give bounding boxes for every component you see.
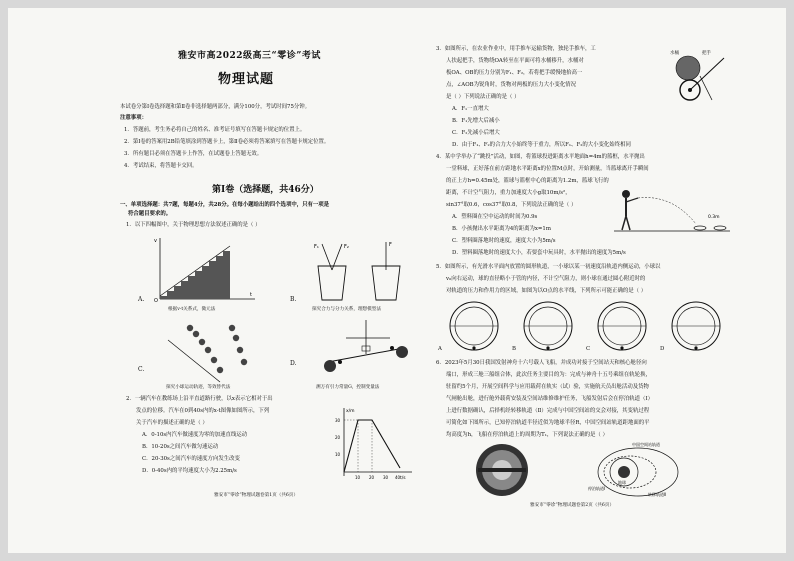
q6-line-1: 6．2023年5月30日我国发射神舟十六号载人飞船，并成功对接于空间站天和核心舱径向: [436, 360, 647, 366]
q3-option-a: A．F₁一直增大: [452, 106, 489, 112]
q6-parking-orbit-label: 停泊轨道Ⅰ: [588, 486, 606, 491]
q2-line-3: 关于汽车的描述正确的是（ ）: [136, 420, 208, 426]
q1-figure-b: [300, 240, 415, 304]
q4-line-1: 4．某中学举办了“跳投”活动，如图，将篮球投进距离水平地面h=4m的篮框，水平抛出: [436, 154, 645, 160]
q4-line-5: sin37°取0.6，cos37°取0.8，下列说法正确的是（ ）: [446, 202, 577, 208]
q4-distance-label: 0.3m: [708, 215, 720, 220]
subject-title: 物理试题: [218, 72, 275, 87]
q2-ylabel: x/m: [346, 409, 355, 414]
q2-option-c: C．20-30s之间汽车的速度方向发生改变: [142, 456, 240, 462]
notice-3: 3．所有题目必须在答题卡上作答，在试题卷上答题无效。: [124, 151, 263, 157]
svg-text:O: O: [154, 298, 158, 304]
q3-bucket-label: 水桶: [670, 51, 679, 56]
q4-option-d: D．塑料圈落地时的速度大小，若要套中玩具时，水平抛出的速度为5m/s: [452, 250, 626, 256]
svg-text:v: v: [154, 238, 157, 244]
q2-option-b: B．10-20s之间汽车做匀速运动: [142, 444, 219, 450]
q3-option-c: C．F₂先减小后增大: [452, 130, 500, 136]
notice-heading: 注意事项：: [120, 115, 147, 121]
q3-option-b: B．F₁先增大后减小: [452, 118, 500, 124]
q5-line-2: v₀向右运动，球的直径略小于管的内径，不计空气阻力，则小球在通过圆心附近时的: [446, 276, 646, 282]
q5-label-a: A: [438, 346, 442, 352]
q4-option-c: C．塑料圈落地时的速度，速度大小为5m/s: [452, 238, 556, 244]
q4-option-b: B．小孩抛出水平距离为4的距离为x=1m: [452, 226, 551, 232]
q3-option-d: D．由于F₁、F₂的合力大小始终等于重力，所以F₁、F₂的大小变化始终相同: [452, 142, 631, 148]
svg-text:F₂: F₂: [344, 244, 349, 250]
exam-title: 雅安市高2022级高三“零诊”考试: [178, 51, 321, 61]
q1-figure-a: [150, 234, 260, 304]
q5-label-b: B: [512, 346, 516, 352]
q5-label-d: D: [660, 346, 665, 352]
q1-caption-a: 根据v-t关系式，微元法: [168, 307, 216, 312]
q1-label-b: B.: [290, 296, 297, 303]
q3-handle-label: 把手: [702, 51, 711, 56]
q1-caption-b: 探究合力与分力关系，理想模型法: [312, 307, 381, 312]
svg-text:F: F: [389, 242, 392, 248]
q2-option-a: A．0-10s内汽车做速度为零的加速直线运动: [142, 432, 248, 438]
q1-label-d: D.: [290, 360, 297, 367]
q5-label-c: C: [586, 346, 591, 352]
q6-earth-label: 地球: [618, 480, 626, 485]
q4-line-4: 距离，不计空气阻力，重力加速度大小g取10m/s²，: [446, 190, 571, 196]
q1-label-c: C.: [138, 366, 145, 373]
q5-line-3: 对轨道的压力和作用力的区域，如图为以O点的水平线，下列所示可能正确的是（ ）: [446, 288, 647, 294]
q6-line-6: 可简化如下图所示，已知停泊轨道半径近似为地球半径R，中国空间站轨道距地面的平: [446, 420, 650, 426]
q5-line-1: 5．如图所示，有光滑水平面内放置的圆形轨道，一小球以某一初速度沿轨道内侧运动，小球以: [436, 264, 661, 270]
q3-line-5: 是（ ）下列说法正确的是（ ）: [446, 94, 520, 100]
q2-xtick-10: 10: [355, 475, 361, 480]
q4-ring-toss-figure: [612, 184, 732, 236]
q2-xtick-40: 40: [395, 475, 401, 480]
section1-heading: 一、单项选择题：共7题，每题4分，共28分。在每小题给出的四个选项中，只有一项是: [120, 202, 330, 208]
q2-ytick-20: 20: [335, 435, 341, 440]
q2-ytick-30: 30: [335, 418, 341, 423]
q1-stem: 1．以下四幅图中，关于物理思想方法叙述正确的是（ ）: [126, 222, 261, 228]
q4-line-3: 的正上方h=0.45m处，篮球与篮框中心的距离为1.2m，篮球飞行的: [446, 178, 609, 184]
svg-text:F₁: F₁: [314, 244, 319, 250]
q2-xt-graph: [334, 404, 414, 484]
q6-line-7: 均高度为h，飞船在停泊轨道上的周期为T₁，下列说法正确的是（ ）: [446, 432, 608, 438]
q6-station-photo: [472, 440, 542, 498]
q1-figure-d: [316, 318, 416, 384]
q3-wheelbarrow-figure: [666, 46, 730, 104]
q2-option-d: D．0-40s内的平均速度大小为2.25m/s: [142, 468, 237, 474]
q6-line-2: 端口，形成三舱三船组合体，此次任务主要目的为：完成与神舟十五号乘组在轨轮换，: [446, 372, 651, 378]
page-1-footer: 雅安市“零诊”物理试题卷第1页（共6页）: [214, 493, 299, 498]
q2-xtick-30: 30: [383, 475, 389, 480]
q1-figure-c: [160, 320, 260, 386]
notice-4: 4．考试结束，将答题卡交回。: [124, 163, 198, 169]
notice-2: 2．第Ⅰ卷的答案用2B铅笔填涂到答题卡上，第Ⅱ卷必须将答案填写在答题卡规定位置。: [124, 139, 330, 145]
q3-line-3: 板OA、OB的压力分别为F₁、F₂，若将把手缓慢地抬高一: [446, 70, 583, 76]
q3-line-1: 3．如图所示，在农业作业中，用手推车运输货物，独轮手推车，工: [436, 46, 596, 52]
page-2-footer: 雅安市“零诊”物理试题卷第2页（共6页）: [530, 503, 615, 508]
exam-sheet: [8, 8, 786, 553]
q4-option-a: A．塑料圈在空中运动的时间为0.9s: [452, 214, 538, 220]
q6-line-3: 驻留约5个月，开展空间科学与应用载荷在轨实（试）验，实施航天员出舱活动及货物: [446, 384, 649, 390]
q6-station-orbit-label: 中国空间站轨道: [632, 442, 660, 447]
q2-xlabel: t/s: [400, 476, 406, 481]
q2-ytick-10: 10: [335, 452, 341, 457]
q2-line-1: 2．一辆汽车在教练场上沿平直道路行驶，以x表示它相对于出: [126, 396, 273, 402]
q3-line-4: 点，∠AOB为锐角时，货物对两板的压力大小变化情况: [446, 82, 576, 88]
notice-1: 1．答题前，考生务必将自己的姓名、准考证号填写在答题卡规定的位置上。: [124, 127, 306, 133]
q3-line-2: 人扶起把手，货物绕OA转至在平面可将水桶移升，水桶对: [446, 58, 584, 64]
q6-line-4: 气闸舱出舱，进行舱外载荷安装及空间站维修维护任务，飞船发射后会在停泊轨道（Ⅰ）: [446, 396, 653, 402]
part1-heading: 第Ⅰ卷（选择题，共46分）: [212, 185, 319, 195]
q4-line-2: 一堂料球，正好落在前方距地水平距离x的位置M点时，开始测量，当篮球离开手瞬间: [446, 166, 649, 172]
q1-caption-c: 探究小球运动轨迹，等效替代法: [166, 385, 231, 390]
q6-orbit-diagram: [588, 440, 698, 500]
q6-line-5: 上进行数据确认，后择机经转移轨道（Ⅱ）完成与中国空间站的交会对接，其变轨过程: [446, 408, 650, 414]
q1-caption-d: 测万有引力常量G，控制变量法: [316, 385, 380, 390]
section1-heading-2: 符合题目要求的。: [128, 211, 172, 217]
q1-label-a: A.: [138, 296, 145, 303]
intro-text: 本试卷分第Ⅰ卷选择题和第Ⅱ卷非选择题两部分，满分100分，考试时间75分钟。: [120, 104, 311, 110]
svg-text:t: t: [250, 292, 252, 298]
q2-line-2: 发点的位移。汽车在0到40s内的x-t图像如图所示，下列: [136, 408, 270, 414]
q6-transfer-orbit-label: 转移轨道Ⅱ: [648, 492, 666, 497]
q2-xtick-20: 20: [369, 475, 375, 480]
